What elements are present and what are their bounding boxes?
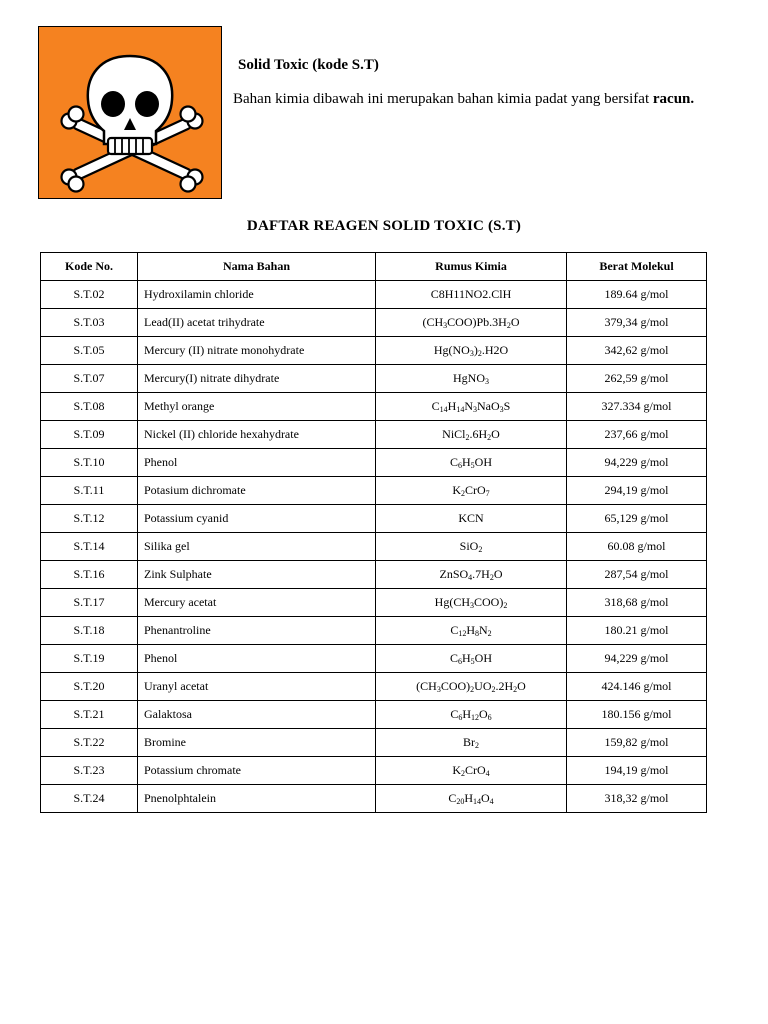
cell-formula: $C_{20}H_{14}O_4$ — [376, 785, 567, 813]
cell-name: Lead(II) acetat trihydrate — [138, 309, 376, 337]
cell-code: S.T.20 — [41, 673, 138, 701]
cell-code: S.T.03 — [41, 309, 138, 337]
table-row — [41, 281, 707, 309]
cell-name: Phenol — [138, 449, 376, 477]
table-row — [41, 533, 707, 561]
table-row — [41, 393, 707, 421]
cell-code: S.T.18 — [41, 617, 138, 645]
cell-code: S.T.05 — [41, 337, 138, 365]
table-row — [41, 673, 707, 701]
cell-formula: $C_{14}H_{14}N_3NaO_3S$ — [376, 393, 567, 421]
description-emphasis: racun. — [652, 91, 695, 107]
cell-molecular-weight: 180.21 g/mol — [567, 617, 707, 645]
table-row — [41, 785, 707, 813]
column-header-name: Nama Bahan — [138, 253, 376, 281]
cell-formula: $C_6H_{12}O_6$ — [376, 701, 567, 729]
cell-name: Hydroxilamin chloride — [138, 281, 376, 309]
table-row — [41, 645, 707, 673]
table-row — [41, 561, 707, 589]
cell-code: S.T.09 — [41, 421, 138, 449]
table-row — [41, 589, 707, 617]
cell-molecular-weight: 287,54 g/mol — [567, 561, 707, 589]
cell-formula: HgNO$_3$ — [376, 365, 567, 393]
table-body — [41, 281, 707, 813]
cell-name: Galaktosa — [138, 701, 376, 729]
column-header-molecular-weight: Berat Molekul — [567, 253, 707, 281]
cell-formula: $(CH_3COO)_2UO_2.2H_2O$ — [376, 673, 567, 701]
table-row — [41, 421, 707, 449]
cell-name: Mercury (II) nitrate monohydrate — [138, 337, 376, 365]
table-header-row — [41, 253, 707, 281]
table-row — [41, 477, 707, 505]
cell-code: S.T.17 — [41, 589, 138, 617]
cell-molecular-weight: 194,19 g/mol — [567, 757, 707, 785]
cell-molecular-weight: 60.08 g/mol — [567, 533, 707, 561]
list-heading: DAFTAR REAGEN SOLID TOXIC (S.T) — [246, 218, 522, 234]
cell-formula: $(CH_3COO)Pb.3H_2O$ — [376, 309, 567, 337]
cell-code: S.T.23 — [41, 757, 138, 785]
cell-name: Silika gel — [138, 533, 376, 561]
cell-name: Uranyl acetat — [138, 673, 376, 701]
cell-name: Potassium cyanid — [138, 505, 376, 533]
table-row — [41, 365, 707, 393]
cell-molecular-weight: 379,34 g/mol — [567, 309, 707, 337]
cell-molecular-weight: 318,68 g/mol — [567, 589, 707, 617]
table-row — [41, 337, 707, 365]
cell-code: S.T.24 — [41, 785, 138, 813]
skull-crossbones-icon — [38, 26, 222, 199]
cell-formula: $Hg(NO_3)_2.H2O$ — [376, 337, 567, 365]
cell-formula: $C_{12}H_8N_2$ — [376, 617, 567, 645]
cell-code: S.T.12 — [41, 505, 138, 533]
page-title: Solid Toxic (kode S.T) — [238, 57, 379, 73]
cell-molecular-weight: 262,59 g/mol — [567, 365, 707, 393]
cell-formula: $K_2CrO_4$ — [376, 757, 567, 785]
cell-name: Bromine — [138, 729, 376, 757]
table-row — [41, 729, 707, 757]
cell-code: S.T.08 — [41, 393, 138, 421]
cell-code: S.T.16 — [41, 561, 138, 589]
column-header-code: Kode No. — [41, 253, 138, 281]
cell-formula: $C_6H_5OH$ — [376, 645, 567, 673]
cell-name: Mercury acetat — [138, 589, 376, 617]
cell-name: Phenantroline — [138, 617, 376, 645]
cell-molecular-weight: 159,82 g/mol — [567, 729, 707, 757]
table-row — [41, 701, 707, 729]
cell-name: Mercury(I) nitrate dihydrate — [138, 365, 376, 393]
cell-formula: $K_2CrO_7$ — [376, 477, 567, 505]
reagent-table — [40, 252, 707, 813]
cell-code: S.T.22 — [41, 729, 138, 757]
cell-molecular-weight: 327.334 g/mol — [567, 393, 707, 421]
cell-molecular-weight: 189.64 g/mol — [567, 281, 707, 309]
cell-code: S.T.21 — [41, 701, 138, 729]
cell-formula: $Hg(CH_3COO)_2$ — [376, 589, 567, 617]
cell-molecular-weight: 237,66 g/mol — [567, 421, 707, 449]
cell-molecular-weight: 318,32 g/mol — [567, 785, 707, 813]
description-text: Bahan kimia dibawah ini merupakan bahan kimia padat yang bersifat — [233, 91, 653, 107]
cell-molecular-weight: 294,19 g/mol — [567, 477, 707, 505]
description — [233, 88, 713, 110]
table-row — [41, 505, 707, 533]
cell-name: Methyl orange — [138, 393, 376, 421]
cell-name: Zink Sulphate — [138, 561, 376, 589]
toxic-hazard-symbol — [38, 26, 222, 199]
table-row — [41, 757, 707, 785]
cell-formula: $NiCl_2.6H_2O$ — [376, 421, 567, 449]
table-row — [41, 617, 707, 645]
cell-molecular-weight: 65,129 g/mol — [567, 505, 707, 533]
cell-formula: C8H11NO2.ClH — [376, 281, 567, 309]
column-header-formula: Rumus Kimia — [376, 253, 567, 281]
table-row — [41, 309, 707, 337]
cell-code: S.T.14 — [41, 533, 138, 561]
cell-formula: KCN — [376, 505, 567, 533]
cell-code: S.T.10 — [41, 449, 138, 477]
cell-code: S.T.19 — [41, 645, 138, 673]
cell-name: Potasium dichromate — [138, 477, 376, 505]
cell-molecular-weight: 180.156 g/mol — [567, 701, 707, 729]
table-row — [41, 449, 707, 477]
cell-code: S.T.07 — [41, 365, 138, 393]
cell-name: Potassium chromate — [138, 757, 376, 785]
cell-code: S.T.11 — [41, 477, 138, 505]
cell-formula: SiO$_2$ — [376, 533, 567, 561]
cell-molecular-weight: 94,229 g/mol — [567, 449, 707, 477]
cell-name: Phenol — [138, 645, 376, 673]
cell-formula: $C_6H_5OH$ — [376, 449, 567, 477]
cell-formula: $ZnSO_4.7H_2O$ — [376, 561, 567, 589]
cell-formula: $Br_2$ — [376, 729, 567, 757]
cell-molecular-weight: 342,62 g/mol — [567, 337, 707, 365]
cell-name: Nickel (II) chloride hexahydrate — [138, 421, 376, 449]
cell-molecular-weight: 424.146 g/mol — [567, 673, 707, 701]
cell-name: Pnenolphtalein — [138, 785, 376, 813]
cell-code: S.T.02 — [41, 281, 138, 309]
cell-molecular-weight: 94,229 g/mol — [567, 645, 707, 673]
